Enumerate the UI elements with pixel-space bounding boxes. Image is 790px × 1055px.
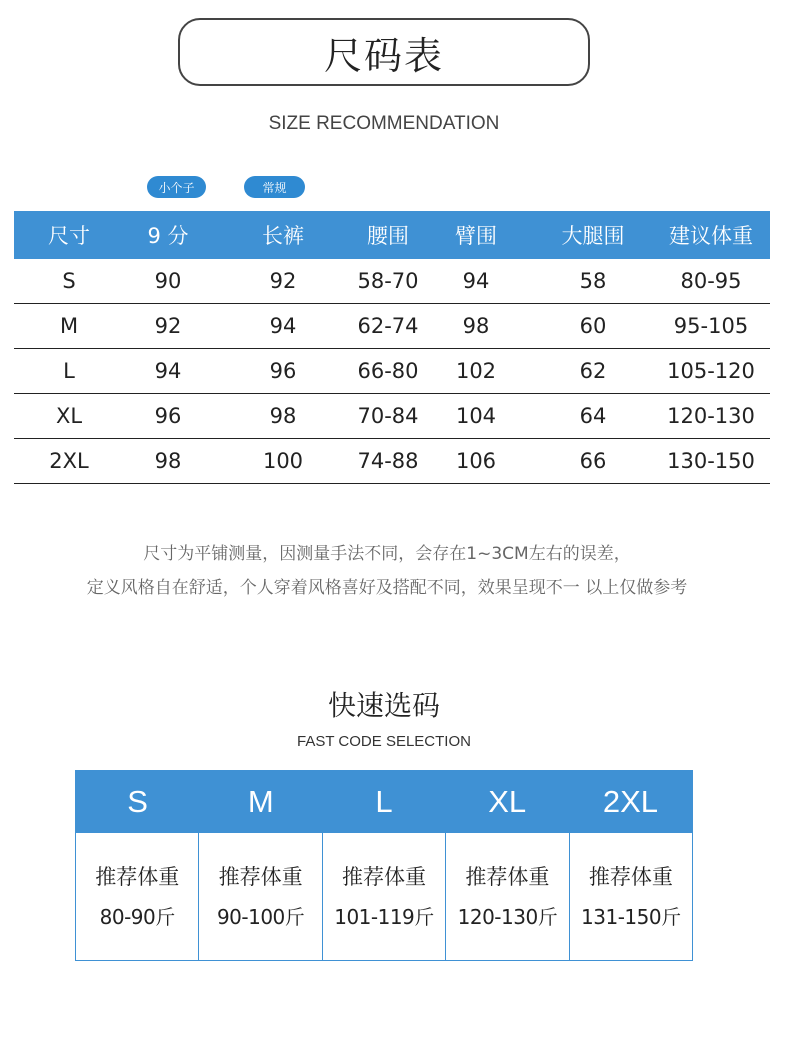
tag-regular: 常规 — [244, 176, 305, 198]
table-cell: 96 — [154, 404, 182, 428]
page-subtitle: SIZE RECOMMENDATION — [268, 113, 500, 134]
fast-size-cell — [569, 833, 692, 960]
table-cell: 90 — [154, 269, 182, 293]
fast-size-header: XL — [488, 784, 527, 819]
column-header: 尺寸 — [48, 224, 90, 248]
fast-selection-title: 快速选码 — [327, 689, 440, 722]
table-cell: 106 — [455, 449, 497, 473]
table-cell: 70-84 — [357, 404, 419, 428]
recommended-weight-range: 120-130斤 — [457, 904, 558, 929]
fast-size-header: 2XL — [602, 784, 658, 819]
fast-size-cell — [445, 833, 568, 960]
table-cell: 92 — [154, 314, 182, 338]
column-header: 臂围 — [455, 224, 497, 248]
table-cell: S — [62, 269, 76, 293]
table-cell: 94 — [269, 314, 297, 338]
recommended-weight-range: 90-100斤 — [216, 904, 305, 929]
fast-selection-subtitle: FAST CODE SELECTION — [297, 733, 471, 750]
table-cell: 98 — [269, 404, 297, 428]
recommended-weight-label: 推荐体重 — [218, 864, 303, 889]
tag-short: 小个子 — [147, 176, 206, 198]
recommended-weight-label: 推荐体重 — [342, 864, 427, 889]
table-cell: 98 — [462, 314, 490, 338]
column-header: 长裤 — [262, 224, 304, 248]
table-cell: 95-105 — [673, 314, 749, 338]
table-cell: 94 — [154, 359, 182, 383]
table-cell: 98 — [154, 449, 182, 473]
column-header: 腰围 — [367, 224, 409, 248]
column-header: 大腿围 — [561, 224, 625, 248]
column-header: 建议体重 — [669, 224, 753, 248]
table-row — [14, 439, 770, 484]
table-cell: M — [59, 314, 79, 338]
recommended-weight-range: 131-150斤 — [581, 904, 681, 929]
table-cell: 100 — [262, 449, 304, 473]
table-cell: 60 — [579, 314, 607, 338]
fast-size-header: M — [247, 784, 274, 819]
fast-selection-body — [76, 833, 692, 960]
table-cell: XL — [55, 404, 83, 428]
table-cell: 66-80 — [357, 359, 419, 383]
fast-selection-table — [75, 770, 693, 961]
fast-size-header: S — [127, 784, 148, 819]
fast-size-cell — [198, 833, 321, 960]
table-row — [14, 259, 770, 304]
table-cell: 74-88 — [357, 449, 419, 473]
table-cell: 105-120 — [667, 359, 755, 383]
table-cell: 102 — [455, 359, 497, 383]
table-row — [14, 349, 770, 394]
table-cell: 62 — [579, 359, 607, 383]
size-table-header — [14, 211, 770, 259]
table-row — [14, 304, 770, 349]
size-table — [14, 211, 770, 484]
table-cell: 2XL — [49, 449, 89, 473]
recommended-weight-label: 推荐体重 — [588, 864, 673, 889]
fast-selection-header — [76, 771, 692, 833]
table-cell: 120-130 — [667, 404, 755, 428]
fast-size-cell — [322, 833, 445, 960]
table-cell: 66 — [579, 449, 607, 473]
page-title: 尺码表 — [323, 33, 444, 78]
table-cell: 58-70 — [357, 269, 419, 293]
table-cell: 104 — [455, 404, 497, 428]
table-cell: 64 — [579, 404, 607, 428]
recommended-weight-range: 80-90斤 — [99, 904, 175, 929]
recommended-weight-label: 推荐体重 — [465, 864, 550, 889]
table-cell: 94 — [462, 269, 490, 293]
recommended-weight-range: 101-119斤 — [334, 904, 434, 929]
table-cell: L — [63, 359, 75, 383]
table-cell: 92 — [269, 269, 297, 293]
fast-size-cell — [76, 833, 198, 960]
table-cell: 96 — [269, 359, 297, 383]
table-row — [14, 394, 770, 439]
fast-size-header: L — [375, 784, 393, 819]
page-title-box — [178, 18, 590, 86]
table-cell: 62-74 — [357, 314, 419, 338]
table-cell: 80-95 — [680, 269, 742, 293]
table-cell: 130-150 — [667, 449, 755, 473]
table-cell: 58 — [579, 269, 607, 293]
measurement-note: 尺寸为平铺测量，因测量手法不同，会存在1~3CM左右的误差， — [143, 544, 631, 564]
recommended-weight-label: 推荐体重 — [95, 864, 180, 889]
style-note: 定义风格自在舒适，个人穿着风格喜好及搭配不同，效果呈现不一 以上仅做参考 — [86, 578, 688, 598]
column-header: 9 分 — [147, 224, 189, 248]
